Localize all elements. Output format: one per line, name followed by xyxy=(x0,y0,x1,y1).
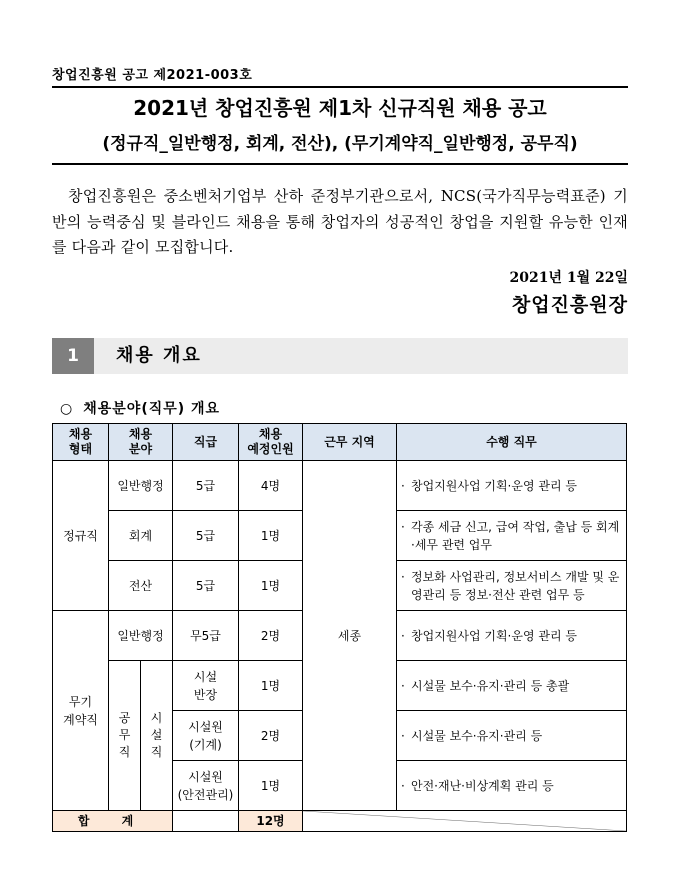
title-rule-top xyxy=(52,86,628,88)
cell-grade: 5급 xyxy=(173,461,239,511)
announcement-date: 2021년 1월 22일 xyxy=(509,270,628,286)
bullet-dot-icon: · xyxy=(401,678,405,693)
duty-text: 시설물 보수·유지·관리 등 총괄 xyxy=(411,678,570,693)
cell-count: 2명 xyxy=(239,711,303,761)
bullet-dot-icon: · xyxy=(401,778,405,793)
circle-bullet-icon: ○ xyxy=(60,401,74,417)
cell-duty xyxy=(397,761,627,811)
issuer-name: 창업진흥원장 xyxy=(511,294,628,316)
cell-duty xyxy=(397,661,627,711)
cell-type-regular: 정규직 xyxy=(53,461,109,611)
cell-count: 4명 xyxy=(239,461,303,511)
sub-heading-text: 채용분야(직무) 개요 xyxy=(83,401,221,417)
cell-count: 1명 xyxy=(239,661,303,711)
duty-text: 정보화 사업관리, 정보서비스 개발 및 운영관리 등 정보·전산 관련 업무 등 xyxy=(411,569,620,602)
bullet-dot-icon: · xyxy=(401,728,405,743)
cell-count: 2명 xyxy=(239,611,303,661)
cell-count: 1명 xyxy=(239,511,303,561)
total-label: 합 계 xyxy=(53,811,173,832)
duty-text: 안전·재난·비상계획 관리 등 xyxy=(411,778,554,793)
intro-paragraph: 창업진흥원은 중소벤처기업부 산하 준정부기관으로서, NCS(국가직무능력표준) 기반의 능력중심 및 블라인드 채용을 통해 창업자의 성공적인 창업을 지원할 유능한 인재를 다음과 같이 모집합니다. xyxy=(52,187,628,256)
table-header-row xyxy=(53,424,627,461)
cell-grade: 시설원 (안전관리) xyxy=(173,761,239,811)
cell-duty xyxy=(397,461,627,511)
cell-location: 세종 xyxy=(303,461,397,811)
bullet-dot-icon: · xyxy=(401,519,405,534)
bullet-dot-icon: · xyxy=(401,628,405,643)
cell-grade: 5급 xyxy=(173,511,239,561)
section-number-badge: 1 xyxy=(52,338,94,374)
header-headcount: 채용 예정인원 xyxy=(239,424,303,461)
duty-text: 시설물 보수·유지·관리 등 xyxy=(411,728,543,743)
cell-field: 전산 xyxy=(109,561,173,611)
header-location: 근무 지역 xyxy=(303,424,397,461)
total-row xyxy=(53,811,627,832)
document-number: 창업진흥원 공고 제2021-003호 xyxy=(52,68,253,83)
total-diagonal-cell xyxy=(303,811,627,832)
cell-field: 회계 xyxy=(109,511,173,561)
cell-count: 1명 xyxy=(239,561,303,611)
header-employment-type: 채용 형태 xyxy=(53,424,109,461)
cell-public-service-group: 공 무 직 xyxy=(109,661,141,811)
bullet-dot-icon: · xyxy=(401,478,405,493)
header-grade: 직급 xyxy=(173,424,239,461)
cell-field: 일반행정 xyxy=(109,461,173,511)
cell-grade: 시설 반장 xyxy=(173,661,239,711)
sub-heading xyxy=(60,398,220,418)
cell-grade: 시설원 (기계) xyxy=(173,711,239,761)
table-row xyxy=(53,461,627,511)
cell-duty xyxy=(397,561,627,611)
cell-count: 1명 xyxy=(239,761,303,811)
bullet-dot-icon: · xyxy=(401,569,405,584)
duty-text: 창업지원사업 기획·운영 관리 등 xyxy=(411,628,577,643)
cell-facility-group: 시 설 직 xyxy=(141,661,173,811)
header-duty: 수행 직무 xyxy=(397,424,627,461)
total-blank-cell xyxy=(173,811,239,832)
cell-duty xyxy=(397,711,627,761)
page-title: 2021년 창업진흥원 제1차 신규직원 채용 공고 xyxy=(133,96,547,120)
recruitment-table xyxy=(52,423,627,832)
cell-field: 일반행정 xyxy=(109,611,173,661)
cell-grade: 5급 xyxy=(173,561,239,611)
duty-text: 각종 세금 신고, 급여 작업, 출납 등 회계·세무 관련 업무 xyxy=(411,519,620,552)
diagonal-line xyxy=(303,811,626,831)
title-rule-bottom xyxy=(52,163,628,165)
cell-grade: 무5급 xyxy=(173,611,239,661)
header-field: 채용 분야 xyxy=(109,424,173,461)
section-title: 채용 개요 xyxy=(116,345,202,366)
cell-duty xyxy=(397,511,627,561)
total-count: 12명 xyxy=(239,811,303,832)
cell-duty xyxy=(397,611,627,661)
page-subtitle: (정규직_일반행정, 회계, 전산), (무기계약직_일반행정, 공무직) xyxy=(102,134,578,154)
duty-text: 창업지원사업 기획·운영 관리 등 xyxy=(411,478,577,493)
cell-type-contract: 무기 계약직 xyxy=(53,611,109,811)
